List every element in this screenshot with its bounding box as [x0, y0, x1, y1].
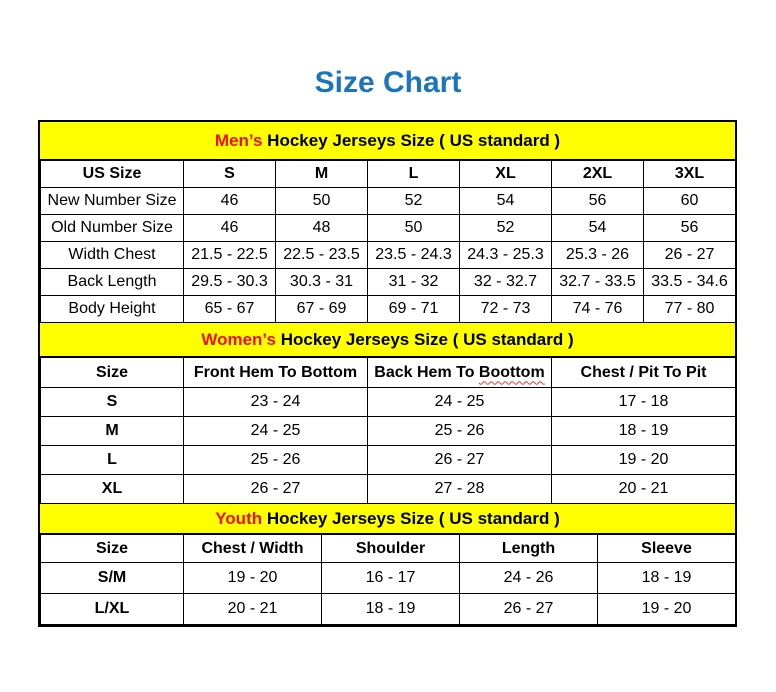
youth-cell: 18 - 19: [598, 563, 736, 594]
mens-section-title-rest: Hockey Jerseys Size ( US standard ): [262, 131, 561, 150]
womens-cell: 19 - 20: [552, 446, 736, 475]
mens-cell: 25.3 - 26: [552, 242, 644, 269]
mens-row-label: New Number Size: [41, 188, 184, 215]
womens-cell: 25 - 26: [368, 417, 552, 446]
mens-cell: 22.5 - 23.5: [276, 242, 368, 269]
youth-cell: 18 - 19: [322, 594, 460, 625]
mens-cell: 52: [368, 188, 460, 215]
table-row: [41, 388, 736, 417]
mens-cell: 31 - 32: [368, 269, 460, 296]
table-row: [41, 594, 736, 625]
mens-col-header: US Size: [41, 161, 184, 188]
womens-row-label: M: [41, 417, 184, 446]
youth-col-header: Chest / Width: [184, 535, 322, 563]
womens-header-row: [41, 358, 736, 388]
misspelled-word: Boottom: [478, 363, 545, 381]
mens-cell: 67 - 69: [276, 296, 368, 323]
womens-section-header: [40, 323, 735, 357]
mens-cell: 21.5 - 22.5: [184, 242, 276, 269]
table-row: [41, 269, 736, 296]
youth-cell: 24 - 26: [460, 563, 598, 594]
youth-cell: 19 - 20: [184, 563, 322, 594]
womens-row-label: S: [41, 388, 184, 417]
mens-cell: 46: [184, 188, 276, 215]
womens-row-label: L: [41, 446, 184, 475]
mens-cell: 29.5 - 30.3: [184, 269, 276, 296]
mens-cell: 65 - 67: [184, 296, 276, 323]
womens-col-header: Front Hem To Bottom: [184, 358, 368, 388]
youth-section-header: [40, 504, 735, 534]
youth-section-title-rest: Hockey Jerseys Size ( US standard ): [262, 509, 560, 528]
mens-section-header: [40, 122, 735, 160]
mens-cell: 32 - 32.7: [460, 269, 552, 296]
mens-cell: 50: [368, 215, 460, 242]
womens-cell: 24 - 25: [368, 388, 552, 417]
mens-cell: 46: [184, 215, 276, 242]
womens-col-header-text: Back Hem To: [374, 363, 479, 381]
womens-cell: 27 - 28: [368, 475, 552, 504]
mens-size-table: [40, 160, 736, 323]
mens-cell: 48: [276, 215, 368, 242]
mens-cell: 24.3 - 25.3: [460, 242, 552, 269]
mens-cell: 74 - 76: [552, 296, 644, 323]
mens-section-highlight: Men’s: [214, 131, 263, 150]
table-row: [41, 188, 736, 215]
size-chart: [38, 120, 737, 627]
table-row: [41, 242, 736, 269]
mens-cell: 33.5 - 34.6: [644, 269, 736, 296]
youth-col-header: Sleeve: [598, 535, 736, 563]
youth-row-label: S/M: [41, 563, 184, 594]
mens-cell: 54: [460, 188, 552, 215]
womens-col-header: Size: [41, 358, 184, 388]
mens-col-header: M: [276, 161, 368, 188]
mens-col-header: XL: [460, 161, 552, 188]
mens-cell: 23.5 - 24.3: [368, 242, 460, 269]
womens-cell: 23 - 24: [184, 388, 368, 417]
youth-section-highlight: Youth: [215, 509, 263, 528]
mens-cell: 60: [644, 188, 736, 215]
mens-cell: 32.7 - 33.5: [552, 269, 644, 296]
table-row: [41, 563, 736, 594]
mens-col-header: 3XL: [644, 161, 736, 188]
womens-cell: 26 - 27: [184, 475, 368, 504]
mens-cell: 26 - 27: [644, 242, 736, 269]
womens-size-table: [40, 357, 736, 504]
mens-col-header: S: [184, 161, 276, 188]
womens-cell: 25 - 26: [184, 446, 368, 475]
youth-col-header: Shoulder: [322, 535, 460, 563]
table-row: [41, 446, 736, 475]
mens-cell: 50: [276, 188, 368, 215]
mens-col-header: 2XL: [552, 161, 644, 188]
youth-cell: 19 - 20: [598, 594, 736, 625]
mens-cell: 69 - 71: [368, 296, 460, 323]
mens-cell: 30.3 - 31: [276, 269, 368, 296]
youth-col-header: Length: [460, 535, 598, 563]
mens-col-header: L: [368, 161, 460, 188]
mens-row-label: Width Chest: [41, 242, 184, 269]
mens-cell: 54: [552, 215, 644, 242]
womens-cell: 24 - 25: [184, 417, 368, 446]
womens-row-label: XL: [41, 475, 184, 504]
table-row: [41, 215, 736, 242]
page-title: Size Chart: [314, 66, 462, 99]
youth-cell: 16 - 17: [322, 563, 460, 594]
womens-col-header: Chest / Pit To Pit: [552, 358, 736, 388]
mens-cell: 77 - 80: [644, 296, 736, 323]
mens-row-label: Body Height: [41, 296, 184, 323]
table-row: [41, 475, 736, 504]
youth-cell: 26 - 27: [460, 594, 598, 625]
youth-header-row: [41, 535, 736, 563]
womens-section-title-rest: Hockey Jerseys Size ( US standard ): [275, 330, 574, 349]
youth-cell: 20 - 21: [184, 594, 322, 625]
womens-cell: 20 - 21: [552, 475, 736, 504]
mens-row-label: Old Number Size: [41, 215, 184, 242]
youth-col-header: Size: [41, 535, 184, 563]
table-row: [41, 417, 736, 446]
mens-cell: 56: [552, 188, 644, 215]
womens-section-highlight: Women’s: [201, 330, 276, 349]
youth-row-label: L/XL: [41, 594, 184, 625]
youth-size-table: [40, 534, 736, 625]
womens-col-header: [368, 358, 552, 388]
mens-header-row: [41, 161, 736, 188]
mens-cell: 72 - 73: [460, 296, 552, 323]
womens-cell: 18 - 19: [552, 417, 736, 446]
mens-row-label: Back Length: [41, 269, 184, 296]
mens-cell: 52: [460, 215, 552, 242]
womens-cell: 17 - 18: [552, 388, 736, 417]
womens-cell: 26 - 27: [368, 446, 552, 475]
mens-cell: 56: [644, 215, 736, 242]
table-row: [41, 296, 736, 323]
